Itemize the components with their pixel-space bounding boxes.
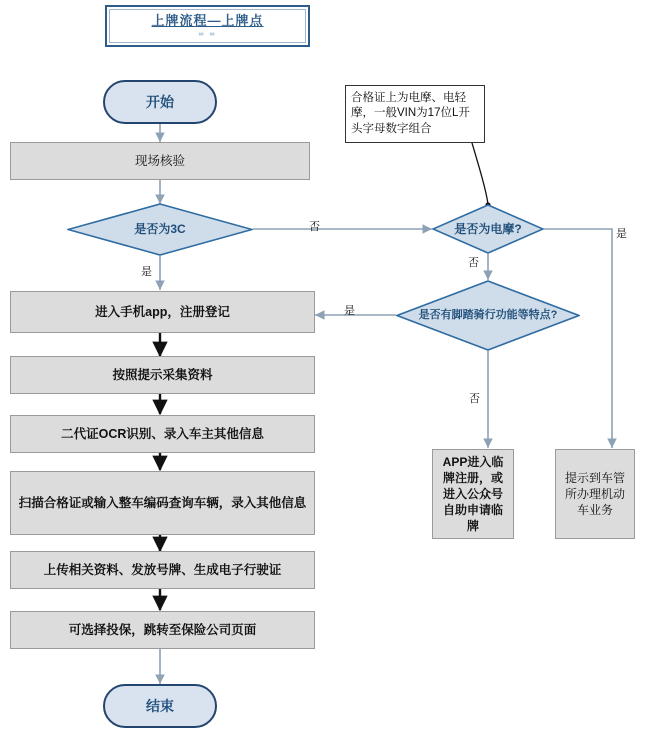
node-vehicle-admin[interactable]	[555, 449, 635, 539]
edge-label-no-3c: 否	[309, 221, 320, 233]
node-scan-certificate-label: 扫描合格证或输入整车编码查询车辆，录入其他信息	[18, 495, 307, 510]
node-has-pedal-function[interactable]	[396, 280, 580, 351]
node-is-3c-label: 是否为3C	[134, 222, 186, 237]
note-vin-text: 合格证上为电摩、电轻摩，一般VIN为17位L开头字母数字组合	[351, 91, 470, 135]
node-is-electric-motorcycle[interactable]	[432, 204, 544, 254]
node-scan-certificate[interactable]	[10, 471, 315, 535]
title-decoration: ∞ ∞	[198, 30, 217, 38]
edge-label-no-pedal: 否	[469, 393, 480, 405]
node-onsite-check-label: 现场核验	[134, 153, 185, 168]
node-has-pedal-function-label: 是否有脚踏骑行功能等特点?	[418, 308, 558, 321]
node-collect-data[interactable]	[10, 356, 315, 394]
node-app-register-label: 进入手机app，注册登记	[95, 304, 230, 319]
node-upload-issue-plate[interactable]	[10, 551, 315, 589]
node-start-label: 开始	[146, 94, 174, 110]
node-upload-issue-plate-label: 上传相关资料、发放号牌、生成电子行驶证	[43, 562, 282, 577]
node-end[interactable]	[103, 684, 217, 728]
node-start[interactable]	[103, 80, 217, 124]
node-end-label: 结束	[146, 698, 174, 714]
node-temp-plate[interactable]	[432, 449, 514, 539]
node-collect-data-label: 按照提示采集资料	[112, 367, 213, 382]
edge-label-yes-3c: 是	[141, 266, 152, 278]
diagram-title-banner	[105, 5, 310, 47]
node-insurance-label: 可选择投保，跳转至保险公司页面	[68, 622, 257, 637]
page-title: 上牌流程—上牌点	[151, 13, 264, 29]
node-is-3c[interactable]	[67, 203, 253, 256]
edge-label-yes-emoto: 是	[616, 228, 627, 240]
node-app-register[interactable]	[10, 291, 315, 333]
node-is-electric-motorcycle-label: 是否为电摩?	[454, 221, 522, 236]
note-vin-info	[345, 85, 485, 143]
node-ocr-id[interactable]	[10, 415, 315, 453]
node-temp-plate-label: APP进入临牌注册，或进入公众号自助申请临牌	[442, 454, 504, 534]
edge-label-no-emoto: 否	[468, 257, 479, 269]
node-onsite-check[interactable]	[10, 142, 310, 180]
node-vehicle-admin-label: 提示到车管所办理机动车业务	[564, 470, 625, 518]
node-insurance[interactable]	[10, 611, 315, 649]
node-ocr-id-label: 二代证OCR识别、录入车主其他信息	[61, 426, 264, 441]
edge-label-yes-pedal: 是	[344, 305, 355, 317]
